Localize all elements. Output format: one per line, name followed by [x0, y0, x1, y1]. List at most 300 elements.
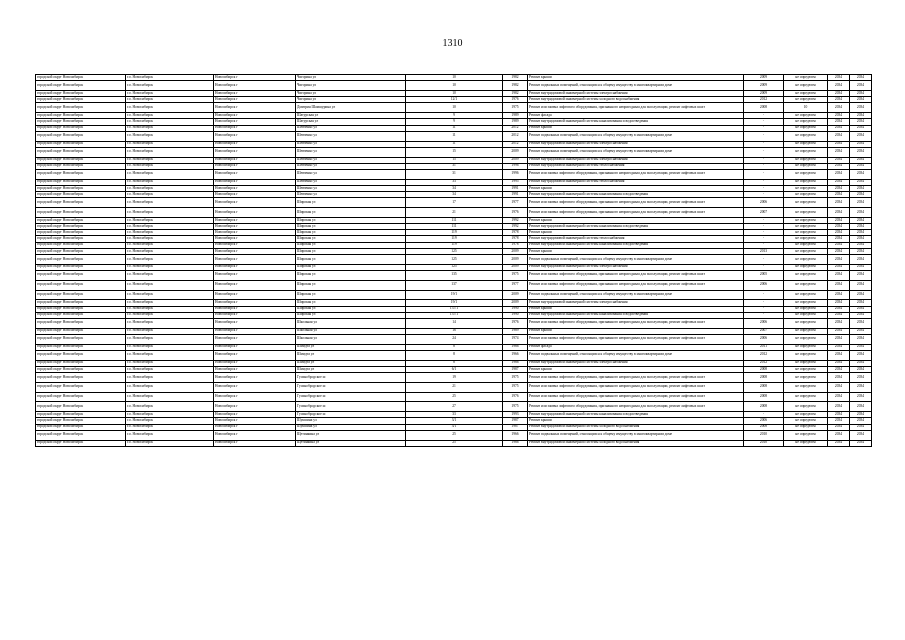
work-type-cell: Ремонт фасада — [528, 344, 744, 350]
house-number-cell: 14 — [406, 318, 503, 328]
last-repair-year-cell: 2010 — [744, 430, 784, 440]
end-year-cell: 2034 — [850, 217, 872, 223]
work-type-cell: Ремонт внутридомовой инженерной системы электроснабжения — [528, 300, 744, 306]
plan-cell: не определен — [784, 334, 828, 344]
house-number-cell: 137/1 — [406, 312, 503, 318]
district-cell: г.о. Новосибирск — [126, 125, 214, 131]
street-cell: Широкая ул — [296, 312, 406, 318]
municipality-cell: городской округ Новосибирск — [36, 312, 126, 318]
last-repair-year-cell: 2012 — [744, 360, 784, 366]
street-cell: Чигорина ул — [296, 90, 406, 96]
house-number-cell: 25 — [406, 440, 503, 446]
plan-cell: не определен — [784, 185, 828, 191]
work-type-cell: Ремонт подвальных помещений, относящихся к общему имуществу в многоквартирном доме — [528, 147, 744, 157]
last-repair-year-cell: 2010 — [744, 440, 784, 446]
work-type-cell: Ремонт или замена лифтового оборудования, признанного непригодным для эксплуатации, ремонт лифтовых шахт — [528, 373, 744, 383]
municipality-cell: городской округ Новосибирск — [36, 366, 126, 372]
plan-cell: не определен — [784, 230, 828, 236]
district-cell: г.о. Новосибирск — [126, 81, 214, 91]
start-year-cell: 2034 — [828, 248, 850, 254]
last-repair-year-cell: - — [744, 300, 784, 306]
city-cell: Новосибирск г — [214, 103, 296, 113]
street-cell: Шевченко ул — [296, 131, 406, 141]
table-row — [36, 169, 872, 179]
street-cell: Шевченко ул — [296, 141, 406, 147]
municipality-cell: городской округ Новосибирск — [36, 113, 126, 119]
start-year-cell: 2034 — [828, 312, 850, 318]
build-year-cell: 1995 — [503, 179, 528, 185]
last-repair-year-cell: - — [744, 224, 784, 230]
house-number-cell: 15 — [406, 157, 503, 163]
street-cell: Шевченко ул — [296, 163, 406, 169]
start-year-cell: 2034 — [828, 163, 850, 169]
municipality-cell: городской округ Новосибирск — [36, 300, 126, 306]
plan-cell: не определен — [784, 392, 828, 402]
start-year-cell: 2034 — [828, 318, 850, 328]
build-year-cell: 1982 — [503, 90, 528, 96]
last-repair-year-cell: - — [744, 179, 784, 185]
table-row — [36, 392, 872, 402]
municipality-cell: городской округ Новосибирск — [36, 280, 126, 290]
plan-cell: не определен — [784, 179, 828, 185]
district-cell: г.о. Новосибирск — [126, 103, 214, 113]
house-number-cell: 33 — [406, 412, 503, 418]
last-repair-year-cell: - — [744, 131, 784, 141]
build-year-cell: 2012 — [503, 131, 528, 141]
city-cell: Новосибирск г — [214, 373, 296, 383]
city-cell: Новосибирск г — [214, 382, 296, 392]
table-row — [36, 254, 872, 264]
start-year-cell: 2034 — [828, 424, 850, 430]
city-cell: Новосибирск г — [214, 179, 296, 185]
start-year-cell: 2034 — [828, 360, 850, 366]
start-year-cell: 2034 — [828, 306, 850, 312]
build-year-cell: 2009 — [503, 147, 528, 157]
street-cell: Шевченко ул — [296, 157, 406, 163]
district-cell: г.о. Новосибирск — [126, 147, 214, 157]
table-row — [36, 103, 872, 113]
build-year-cell: 1974 — [503, 334, 528, 344]
end-year-cell: 2034 — [850, 131, 872, 141]
work-type-cell: Ремонт внутридомовой инженерной системы теплоснабжения — [528, 163, 744, 169]
city-cell: Новосибирск г — [214, 125, 296, 131]
district-cell: г.о. Новосибирск — [126, 264, 214, 270]
last-repair-year-cell: 2008 — [744, 373, 784, 383]
district-cell: г.о. Новосибирск — [126, 97, 214, 103]
street-cell: Шмидта ул — [296, 366, 406, 372]
district-cell: г.о. Новосибирск — [126, 163, 214, 169]
municipality-cell: городской округ Новосибирск — [36, 103, 126, 113]
page-number: 1310 — [442, 38, 463, 49]
city-cell: Новосибирск г — [214, 312, 296, 318]
table-row — [36, 350, 872, 360]
city-cell: Новосибирск г — [214, 192, 296, 198]
last-repair-year-cell: - — [744, 157, 784, 163]
plan-cell: не определен — [784, 280, 828, 290]
work-type-cell: Ремонт внутридомовой инженерной системы канализования и водоотведения — [528, 312, 744, 318]
last-repair-year-cell: 2008 — [744, 103, 784, 113]
municipality-cell: городской округ Новосибирск — [36, 242, 126, 248]
start-year-cell: 2034 — [828, 103, 850, 113]
district-cell: г.о. Новосибирск — [126, 169, 214, 179]
street-cell: Гусинобродское ш — [296, 373, 406, 383]
city-cell: Новосибирск г — [214, 90, 296, 96]
plan-cell: не определен — [784, 131, 828, 141]
street-cell: Широкая ул — [296, 254, 406, 264]
district-cell: г.о. Новосибирск — [126, 90, 214, 96]
street-cell: Шевченко ул — [296, 179, 406, 185]
start-year-cell: 2034 — [828, 392, 850, 402]
plan-cell: не определен — [784, 198, 828, 208]
end-year-cell: 2034 — [850, 103, 872, 113]
municipality-cell: городской округ Новосибирск — [36, 270, 126, 280]
city-cell: Новосибирск г — [214, 360, 296, 366]
municipality-cell: городской округ Новосибирск — [36, 430, 126, 440]
end-year-cell: 2034 — [850, 318, 872, 328]
last-repair-year-cell: - — [744, 254, 784, 264]
end-year-cell: 2034 — [850, 424, 872, 430]
build-year-cell: 1966 — [503, 360, 528, 366]
start-year-cell: 2034 — [828, 300, 850, 306]
house-number-cell: 8 — [406, 344, 503, 350]
start-year-cell: 2034 — [828, 350, 850, 360]
start-year-cell: 2034 — [828, 119, 850, 125]
end-year-cell: 2034 — [850, 169, 872, 179]
house-number-cell: 137 — [406, 280, 503, 290]
end-year-cell: 2034 — [850, 440, 872, 446]
start-year-cell: 2034 — [828, 366, 850, 372]
table-row — [36, 198, 872, 208]
street-cell: Широкая ул — [296, 230, 406, 236]
start-year-cell: 2034 — [828, 270, 850, 280]
house-number-cell: 6/1 — [406, 366, 503, 372]
district-cell: г.о. Новосибирск — [126, 382, 214, 392]
build-year-cell: 1975 — [503, 402, 528, 412]
start-year-cell: 2034 — [828, 224, 850, 230]
end-year-cell: 2034 — [850, 418, 872, 424]
city-cell: Новосибирск г — [214, 185, 296, 191]
street-cell: Шмидта ул — [296, 360, 406, 366]
city-cell: Новосибирск г — [214, 440, 296, 446]
work-type-cell: Ремонт подвальных помещений, относящихся к общему имуществу в многоквартирном доме — [528, 290, 744, 300]
last-repair-year-cell: - — [744, 306, 784, 312]
table-row — [36, 280, 872, 290]
street-cell: Школьная ул — [296, 334, 406, 344]
end-year-cell: 2034 — [850, 382, 872, 392]
build-year-cell: 1987 — [503, 424, 528, 430]
last-repair-year-cell: - — [744, 236, 784, 242]
work-type-cell: Ремонт подвальных помещений, относящихся к общему имуществу в многоквартирном доме — [528, 81, 744, 91]
district-cell: г.о. Новосибирск — [126, 290, 214, 300]
city-cell: Новосибирск г — [214, 344, 296, 350]
house-number-cell: 25 — [406, 430, 503, 440]
work-type-cell: Ремонт подвальных помещений, относящихся к общему имуществу в многоквартирном доме — [528, 350, 744, 360]
start-year-cell: 2034 — [828, 81, 850, 91]
district-cell: г.о. Новосибирск — [126, 113, 214, 119]
end-year-cell: 2034 — [850, 373, 872, 383]
build-year-cell: 1991 — [503, 185, 528, 191]
municipality-cell: городской округ Новосибирск — [36, 290, 126, 300]
build-year-cell: 1993 — [503, 412, 528, 418]
municipality-cell: городской округ Новосибирск — [36, 318, 126, 328]
district-cell: г.о. Новосибирск — [126, 248, 214, 254]
work-type-cell: Ремонт внутридомовой инженерной системы теплоснабжения — [528, 179, 744, 185]
last-repair-year-cell: 2011 — [744, 344, 784, 350]
start-year-cell: 2034 — [828, 440, 850, 446]
end-year-cell: 2034 — [850, 125, 872, 131]
plan-cell: не определен — [784, 169, 828, 179]
house-number-cell: 19/1 — [406, 300, 503, 306]
build-year-cell: 1975 — [503, 373, 528, 383]
house-number-cell: 3/1 — [406, 424, 503, 430]
build-year-cell: 2009 — [503, 290, 528, 300]
last-repair-year-cell: 2009 — [744, 75, 784, 81]
plan-cell: не определен — [784, 113, 828, 119]
work-type-cell: Ремонт крыши — [528, 366, 744, 372]
street-cell: Шевченко ул — [296, 192, 406, 198]
work-type-cell: Ремонт внутридомовой инженерной системы электроснабжения — [528, 264, 744, 270]
district-cell: г.о. Новосибирск — [126, 157, 214, 163]
district-cell: г.о. Новосибирск — [126, 270, 214, 280]
district-cell: г.о. Новосибирск — [126, 424, 214, 430]
end-year-cell: 2034 — [850, 290, 872, 300]
work-type-cell: Ремонт внутридомовой инженерной системы электроснабжения — [528, 360, 744, 366]
street-cell: Гусинобродское ш — [296, 392, 406, 402]
last-repair-year-cell: 2012 — [744, 350, 784, 360]
last-repair-year-cell: 2005 — [744, 270, 784, 280]
table-row — [36, 334, 872, 344]
municipality-cell: городской округ Новосибирск — [36, 402, 126, 412]
last-repair-year-cell: 2006 — [744, 334, 784, 344]
work-type-cell: Ремонт крыши — [528, 230, 744, 236]
city-cell: Новосибирск г — [214, 300, 296, 306]
street-cell: Широкая ул — [296, 198, 406, 208]
table-row — [36, 147, 872, 157]
build-year-cell: 1987 — [503, 366, 528, 372]
plan-cell: не определен — [784, 360, 828, 366]
house-number-cell: 135 — [406, 270, 503, 280]
municipality-cell: городской округ Новосибирск — [36, 217, 126, 223]
build-year-cell: 1966 — [503, 440, 528, 446]
plan-cell: не определен — [784, 119, 828, 125]
start-year-cell: 2034 — [828, 169, 850, 179]
street-cell: Щетинкина ул — [296, 430, 406, 440]
house-number-cell: 15 — [406, 147, 503, 157]
house-number-cell: 34 — [406, 185, 503, 191]
city-cell: Новосибирск г — [214, 163, 296, 169]
district-cell: г.о. Новосибирск — [126, 179, 214, 185]
plan-cell: не определен — [784, 350, 828, 360]
municipality-cell: городской округ Новосибирск — [36, 382, 126, 392]
plan-cell: не определен — [784, 236, 828, 242]
end-year-cell: 2034 — [850, 248, 872, 254]
house-number-cell: 33 — [406, 179, 503, 185]
build-year-cell: 1996 — [503, 163, 528, 169]
work-type-cell: Ремонт внутридомовой инженерной системы электроснабжения — [528, 157, 744, 163]
municipality-cell: городской округ Новосибирск — [36, 224, 126, 230]
city-cell: Новосибирск г — [214, 75, 296, 81]
city-cell: Новосибирск г — [214, 328, 296, 334]
street-cell: Широкая ул — [296, 306, 406, 312]
plan-cell: не определен — [784, 418, 828, 424]
document-table-container — [35, 74, 871, 447]
end-year-cell: 2034 — [850, 402, 872, 412]
city-cell: Новосибирск г — [214, 208, 296, 218]
end-year-cell: 2034 — [850, 163, 872, 169]
end-year-cell: 2034 — [850, 334, 872, 344]
plan-cell: не определен — [784, 157, 828, 163]
table-row — [36, 270, 872, 280]
start-year-cell: 2034 — [828, 344, 850, 350]
house-number-cell: 27 — [406, 402, 503, 412]
build-year-cell: 1991 — [503, 192, 528, 198]
district-cell: г.о. Новосибирск — [126, 192, 214, 198]
district-cell: г.о. Новосибирск — [126, 373, 214, 383]
build-year-cell: 1990 — [503, 306, 528, 312]
municipality-cell: городской округ Новосибирск — [36, 97, 126, 103]
table-row — [36, 382, 872, 392]
municipality-cell: городской округ Новосибирск — [36, 424, 126, 430]
municipality-cell: городской округ Новосибирск — [36, 81, 126, 91]
end-year-cell: 2034 — [850, 198, 872, 208]
last-repair-year-cell: - — [744, 147, 784, 157]
build-year-cell: 2009 — [503, 254, 528, 264]
last-repair-year-cell: - — [744, 264, 784, 270]
start-year-cell: 2034 — [828, 147, 850, 157]
city-cell: Новосибирск г — [214, 236, 296, 242]
street-cell: Широкая ул — [296, 300, 406, 306]
build-year-cell: 1990 — [503, 312, 528, 318]
end-year-cell: 2034 — [850, 90, 872, 96]
district-cell: г.о. Новосибирск — [126, 440, 214, 446]
municipality-cell: городской округ Новосибирск — [36, 440, 126, 446]
work-type-cell: Ремонт внутридомовой инженерной системы канализования и водоотведения — [528, 412, 744, 418]
start-year-cell: 2034 — [828, 254, 850, 264]
last-repair-year-cell: - — [744, 217, 784, 223]
district-cell: г.о. Новосибирск — [126, 242, 214, 248]
start-year-cell: 2034 — [828, 217, 850, 223]
plan-cell: не определен — [784, 373, 828, 383]
plan-cell: не определен — [784, 90, 828, 96]
build-year-cell: 1975 — [503, 103, 528, 113]
work-type-cell: Ремонт внутридомовой инженерной системы электроснабжения — [528, 141, 744, 147]
municipality-cell: городской округ Новосибирск — [36, 90, 126, 96]
build-year-cell: 1976 — [503, 97, 528, 103]
house-number-cell: 19/1 — [406, 290, 503, 300]
municipality-cell: городской округ Новосибирск — [36, 198, 126, 208]
start-year-cell: 2034 — [828, 141, 850, 147]
city-cell: Новосибирск г — [214, 248, 296, 254]
build-year-cell: 1982 — [503, 75, 528, 81]
work-type-cell: Ремонт или замена лифтового оборудования, признанного непригодным для эксплуатации, ремонт лифтовых шахт — [528, 198, 744, 208]
plan-cell: не определен — [784, 242, 828, 248]
work-type-cell: Ремонт или замена лифтового оборудования, признанного непригодным для эксплуатации, ремонт лифтовых шахт — [528, 318, 744, 328]
end-year-cell: 2034 — [850, 185, 872, 191]
district-cell: г.о. Новосибирск — [126, 198, 214, 208]
house-number-cell: 17 — [406, 198, 503, 208]
plan-cell: не определен — [784, 328, 828, 334]
build-year-cell: 1978 — [503, 242, 528, 248]
city-cell: Новосибирск г — [214, 254, 296, 264]
district-cell: г.о. Новосибирск — [126, 280, 214, 290]
municipality-cell: городской округ Новосибирск — [36, 157, 126, 163]
last-repair-year-cell: 2008 — [744, 392, 784, 402]
house-number-cell: 111 — [406, 224, 503, 230]
work-type-cell: Ремонт подвальных помещений, относящихся к общему имуществу в многоквартирном доме — [528, 254, 744, 264]
build-year-cell: 1996 — [503, 169, 528, 179]
start-year-cell: 2034 — [828, 125, 850, 131]
plan-cell: не определен — [784, 412, 828, 418]
municipality-cell: городской округ Новосибирск — [36, 192, 126, 198]
street-cell: Широкая ул — [296, 290, 406, 300]
district-cell: г.о. Новосибирск — [126, 402, 214, 412]
table-row — [36, 208, 872, 218]
house-number-cell: 11 — [406, 125, 503, 131]
district-cell: г.о. Новосибирск — [126, 306, 214, 312]
build-year-cell: 1976 — [503, 208, 528, 218]
work-type-cell: Ремонт или замена лифтового оборудования, признанного непригодным для эксплуатации, ремонт лифтовых шахт — [528, 270, 744, 280]
last-repair-year-cell: - — [744, 119, 784, 125]
start-year-cell: 2034 — [828, 242, 850, 248]
end-year-cell: 2034 — [850, 254, 872, 264]
city-cell: Новосибирск г — [214, 430, 296, 440]
street-cell: Шукшина ул — [296, 424, 406, 430]
district-cell: г.о. Новосибирск — [126, 366, 214, 372]
municipality-cell: городской округ Новосибирск — [36, 147, 126, 157]
municipality-cell: городской округ Новосибирск — [36, 75, 126, 81]
house-number-cell: 31 — [406, 163, 503, 169]
work-type-cell: Ремонт внутридомовой инженерной системы холодного водоснабжения — [528, 424, 744, 430]
end-year-cell: 2034 — [850, 328, 872, 334]
build-year-cell: 1992 — [503, 217, 528, 223]
city-cell: Новосибирск г — [214, 412, 296, 418]
district-cell: г.о. Новосибирск — [126, 236, 214, 242]
start-year-cell: 2034 — [828, 280, 850, 290]
end-year-cell: 2034 — [850, 208, 872, 218]
build-year-cell: 1966 — [503, 430, 528, 440]
table-row — [36, 402, 872, 412]
work-type-cell: Ремонт крыши — [528, 125, 744, 131]
plan-cell: 10 — [784, 103, 828, 113]
end-year-cell: 2034 — [850, 236, 872, 242]
work-type-cell: Ремонт или замена лифтового оборудования, признанного непригодным для эксплуатации, ремонт лифтовых шахт — [528, 280, 744, 290]
build-year-cell: 1966 — [503, 350, 528, 360]
end-year-cell: 2034 — [850, 280, 872, 290]
work-type-cell: Ремонт или замена лифтового оборудования, признанного непригодным для эксплуатации, ремонт лифтовых шахт — [528, 382, 744, 392]
last-repair-year-cell: 2008 — [744, 382, 784, 392]
district-cell: г.о. Новосибирск — [126, 254, 214, 264]
street-cell: Широкая ул — [296, 248, 406, 254]
start-year-cell: 2034 — [828, 208, 850, 218]
last-repair-year-cell: - — [744, 242, 784, 248]
last-repair-year-cell: 2006 — [744, 280, 784, 290]
house-number-cell: 11 — [406, 131, 503, 141]
build-year-cell: 1989 — [503, 113, 528, 119]
city-cell: Новосибирск г — [214, 290, 296, 300]
street-cell: Щетинкина ул — [296, 440, 406, 446]
city-cell: Новосибирск г — [214, 230, 296, 236]
work-type-cell: Ремонт внутридомовой инженерной системы канализования и водоотведения — [528, 242, 744, 248]
end-year-cell: 2034 — [850, 119, 872, 125]
municipality-cell: городской округ Новосибирск — [36, 248, 126, 254]
build-year-cell: 1989 — [503, 119, 528, 125]
street-cell: Чигорина ул — [296, 97, 406, 103]
house-number-cell: 19 — [406, 373, 503, 383]
start-year-cell: 2034 — [828, 334, 850, 344]
start-year-cell: 2034 — [828, 179, 850, 185]
build-year-cell: 1975 — [503, 270, 528, 280]
district-cell: г.о. Новосибирск — [126, 344, 214, 350]
